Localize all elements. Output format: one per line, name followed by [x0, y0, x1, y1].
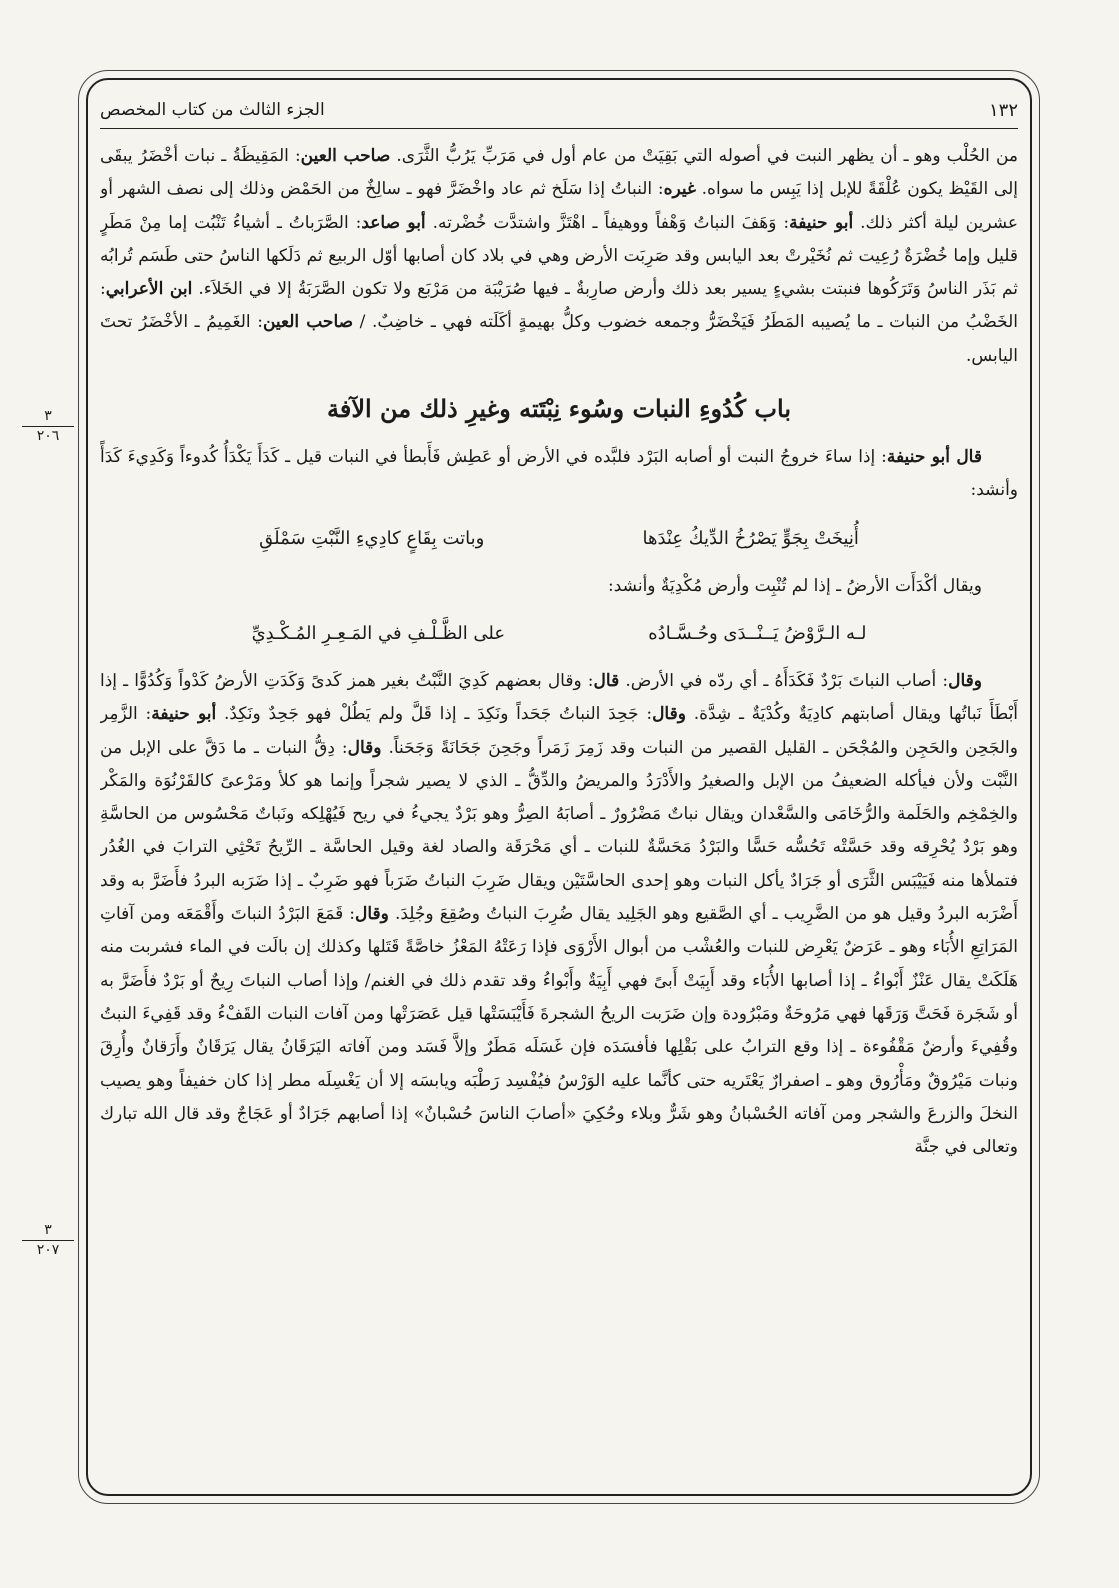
speaker: صاحب العين	[262, 312, 354, 333]
text-run: : الخَضْبُ من النبات ـ ما يُصيبه المَطَرُ فَيَخْضَرُّ وجمعه خضوب وكلُّ بهيمةٍ أكَلَته فهي ـ خاضِبٌ. /	[100, 279, 1018, 333]
text-run: : جَحِدَ النباتُ جَحَداً ونَكِدَ ـ إذا قَلَّ ولم يَطُلْ فهو جَحِدٌ ونَكِدٌ.	[224, 704, 653, 725]
speaker: وقال	[355, 904, 389, 925]
speaker: قال	[593, 670, 620, 691]
text-run: : وقال بعضهم كَدِيَ النَّبْتُ بغير همز كَدىً وَكَدَتِ الأرضُ كَدْواً وَكُدُوًّا ـ إذا أَبْطَأَ نَباتُها ويقال أصابتهم كادِيَةٌ وكُدْيَةٌ ـ شِدَّة.	[100, 670, 1018, 725]
speaker: أبو حنيفة	[789, 212, 854, 233]
page-number: ١٣٢	[988, 99, 1018, 121]
speaker: وقال	[347, 737, 382, 758]
marker-page: ٢٠٧	[36, 1242, 60, 1258]
text-run: : دِقُّ النبات ـ ما دَقَّ على الإبل من النَّبْت ولأن فيأكله الضعيفُ من الإبل والصغيرُ والأَدْرَدُ والمريضُ والدِّقُّ ـ الذي لا يصير شجراً وإنما هو كلأ ومَرْعىً كالقَرْنُوَة والمَكْر والخِمْخِم والحَلَمة والرُّخَامَى والسَّعْدان ويقال نباتٌ مَضْرُورٌ ـ أصابَهُ الصِرُّ وهو بَرْدٌ يجيءُ في ريح فَيُهْلِكه ونَباتٌ مَحْسُوس من الحاسَّةِ وهو بَرْدٌ يُحْرِقه وقد حَسَّتْه تَحُسُّه حَسًّا والبَرْدُ مَحَسَّةٌ للنبات ـ أي مَحْرَقَة والصاد لغة وقيل الحاسَّة ـ الرِّيحُ تَحْثِي الترابَ في الغُدُر فتملأها منه فَيَيْبَس الثَّرَى أو جَرَادٌ يأكل النبات وهو إحدى الحاسَّتَيْن ويقال ضَرِبَ النباتُ ضَرَباً فهو ضَرِبٌ ـ إذا ضَرَبه البردُ فأَضَرَّ به وقد أَضْرَبه البردُ وقيل هو من الضَّرِيب ـ أي الصَّقيع وهو الجَلِيد يقال ضُرِبَ النباتُ وصُقِعَ وجُلِدَ.	[100, 737, 1018, 925]
text-run: : أصاب النباتَ بَرْدٌ فَكَدَأَهُ ـ أي ردّه في الأرض.	[625, 670, 949, 691]
paragraph	[100, 570, 1018, 603]
marker-page: ٢٠٦	[36, 428, 60, 444]
speaker: وقال	[948, 670, 982, 691]
marker-volume: ٣	[22, 1221, 74, 1241]
margin-marker-207	[22, 1221, 74, 1259]
speaker: صاحب العين	[300, 146, 391, 166]
running-title: الجزء الثالث من كتاب المخصص	[100, 100, 325, 120]
paragraph	[100, 140, 1018, 373]
text-run: : وَهَفَ النباتُ وَهْفاً ووهيفاً ـ اهْتَزَّ واشتدَّت خُضْرته.	[432, 212, 790, 233]
main-text	[100, 140, 1018, 1482]
text-run: : الغَمِيمُ ـ الأخْضَرُ تحتَ اليابس.	[100, 312, 1018, 366]
paragraph	[100, 441, 1018, 508]
text-run: : الزَّمِر والجَحِن والحَجِن والمُجْحَن ـ القليل القصير من النبات وقد زَمِرَ زَمَراً وجَحِنَ جَحَانَةً وَجَحَناً.	[100, 704, 1018, 758]
verse-hemistich-right: لـه الـرَّوْضُ يَــنْــدَى وحُـسَّـادُه	[648, 622, 867, 644]
text-run: : الصَّرَباتُ ـ أشياءُ تَنْبُت إما مِنْ مَطَرٍ قليل وإما خُضْرَةٌ رُعِيت ثم نُخَيْرتْ بعد اليابس وقد صَرِبَت الأرض وهي في بلاد كان أصابها أوّل الربيع ثم دَلَكها الناسُ حتى طَسَم تُرابُه ثم بَذَر الناسُ وَتَرَكُوها فنبتت بشيءٍ يسير بعد ذلك وأرض صارِبةٌ ـ فيها صُرَيْبَة من مَرْبَع ولا تكون الصَّرَبَةُ إلا في الخَلاَء.	[100, 212, 1018, 300]
speaker: أبو صاعد	[361, 212, 426, 233]
speaker: قال أبو حنيفة	[886, 447, 982, 468]
text-run: ويقال أكْدَأَت الأرضُ ـ إذا لم تُنْبِت وأرض مُكْدِيَةٌ وأنشد:	[608, 575, 982, 596]
verse-hemistich-left: وباتت بِقَاعٍ كادِيءِ النَّبْتِ سَمْلَقِ	[259, 527, 485, 549]
speaker: وقال	[652, 704, 686, 725]
speaker: ابن الأعرابي	[105, 279, 193, 300]
paragraph	[100, 665, 1018, 1164]
margin-marker-206	[22, 407, 74, 445]
page-header	[100, 92, 1018, 129]
text-run: من الحُلْب وهو ـ أن يظهر النبت في أصوله التي بَقِيَتْ من عام أول في مَرَبِّ يَرُبُّ الثَّرَى.	[396, 146, 1018, 166]
text-run: : النباتُ إذا سَلَخ ثم عاد واخْضَرَّ فهو ـ سالِخٌ من الحَمْض وذلك إلى نصف الشهر أو عشرين ليلة أكثر ذلك.	[100, 179, 1018, 233]
chapter-title: باب كُدُوءِ النبات وسُوء نِبْتَته وغيرِ ذلك من الآفة	[326, 394, 792, 424]
verse-hemistich-right: أُنِيخَتْ بِجَوٍّ يَصْرُخُ الدِّيكُ عِنْدَها	[642, 527, 859, 549]
marker-volume: ٣	[22, 407, 74, 427]
verse-line	[180, 518, 938, 560]
speaker: أبو حنيفة	[151, 704, 217, 725]
text-run: : المَقِيظَةُ ـ نبات أخْضَرُ يبقَى إلى القَيْظ يكون عُلْقَةً للإبل إذا يَبِس ما سواه.	[100, 146, 1018, 200]
verse-line	[180, 613, 938, 655]
speaker: غيره	[663, 179, 696, 200]
text-run: : إذا ساءَ خروجُ النبت أو أصابه البَرْد فلبَّده في الأرض أو عَطِش فَأَبطأ في النبات قيل ـ كَدَأَ يَكْدَأُ كُدوءاً وَكَدِيءَ كَدَأً وأنشد:	[100, 447, 1018, 501]
text-run: : قَمَعَ البَرْدُ النباتَ وأَقْمَعَه ومن آفاتِ المَرَاتِعِ الأُبَاء وهو ـ عَرَضٌ يَعْرِض للنبات والعُشْب من أبوال الأَرْوَى فإذا رَعَتْهُ المَعْزُ خاصَّةً قَتَلها وكذلك إن بالَت في الماء فشربت منه هَلَكَتْ يقال عَنْزٌ أَبْواءُ ـ إذا أصابها الأُبَاء وقد أَبِيَتْ أَبىً فهي أَبِيَةٌ وأَبْواءُ وقد تقدم ذلك في الغنم/ وإذا أصاب النباتَ رِيحٌ أو بَرْدٌ فأَضَرَّ به أو شَجَرة فَحَتَّ وَرَقَها فهي مَرُوحَةٌ ومَبْرُودة وإن ضَرَبت الريحُ الشجرةَ فَأَيْبَسَتْها قيل عَصَرَتْها ومن آفات النبات القَفْءُ وقد قَفِيءَ النبتُ وقُفِيءَ وأرضٌ مَقْفُوءة ـ إذا وقع الترابُ على بَقْلِها فأفسَدَه فإن غَسَلَه مَطَرٌ وإلاَّ فَسَد ومن آفاته اليَرَقَانُ يقال يَرَقَانٌ وأَرَقانٌ وأُرِقَ ونبات مَيْرُوقٌ ومَأْرُوق وهو ـ اصفرارٌ يَعْتَريه حتى كأنَّما عليه الوَرْسُ فيُفْسِد رَطْبَه ويابسَه إلا أن يَغْسِلَه مطر إذا كان خفيفاً وهو يصيب النخلَ والزرعَ والشجر ومن آفاته الحُسْبانُ وهو شَرٌّ وبلاء وحُكِيَ «أصابَ الناسَ حُسْبانٌ» إذا أصابهم جَرَادٌ أو عَجَاجٌ وقد قال الله تبارك وتعالى في جنَّة	[100, 904, 1018, 1158]
verse-hemistich-left: على الظَّـلْـفِ في المَـعِـرِ المُـكْـدِيِّ	[251, 622, 506, 644]
